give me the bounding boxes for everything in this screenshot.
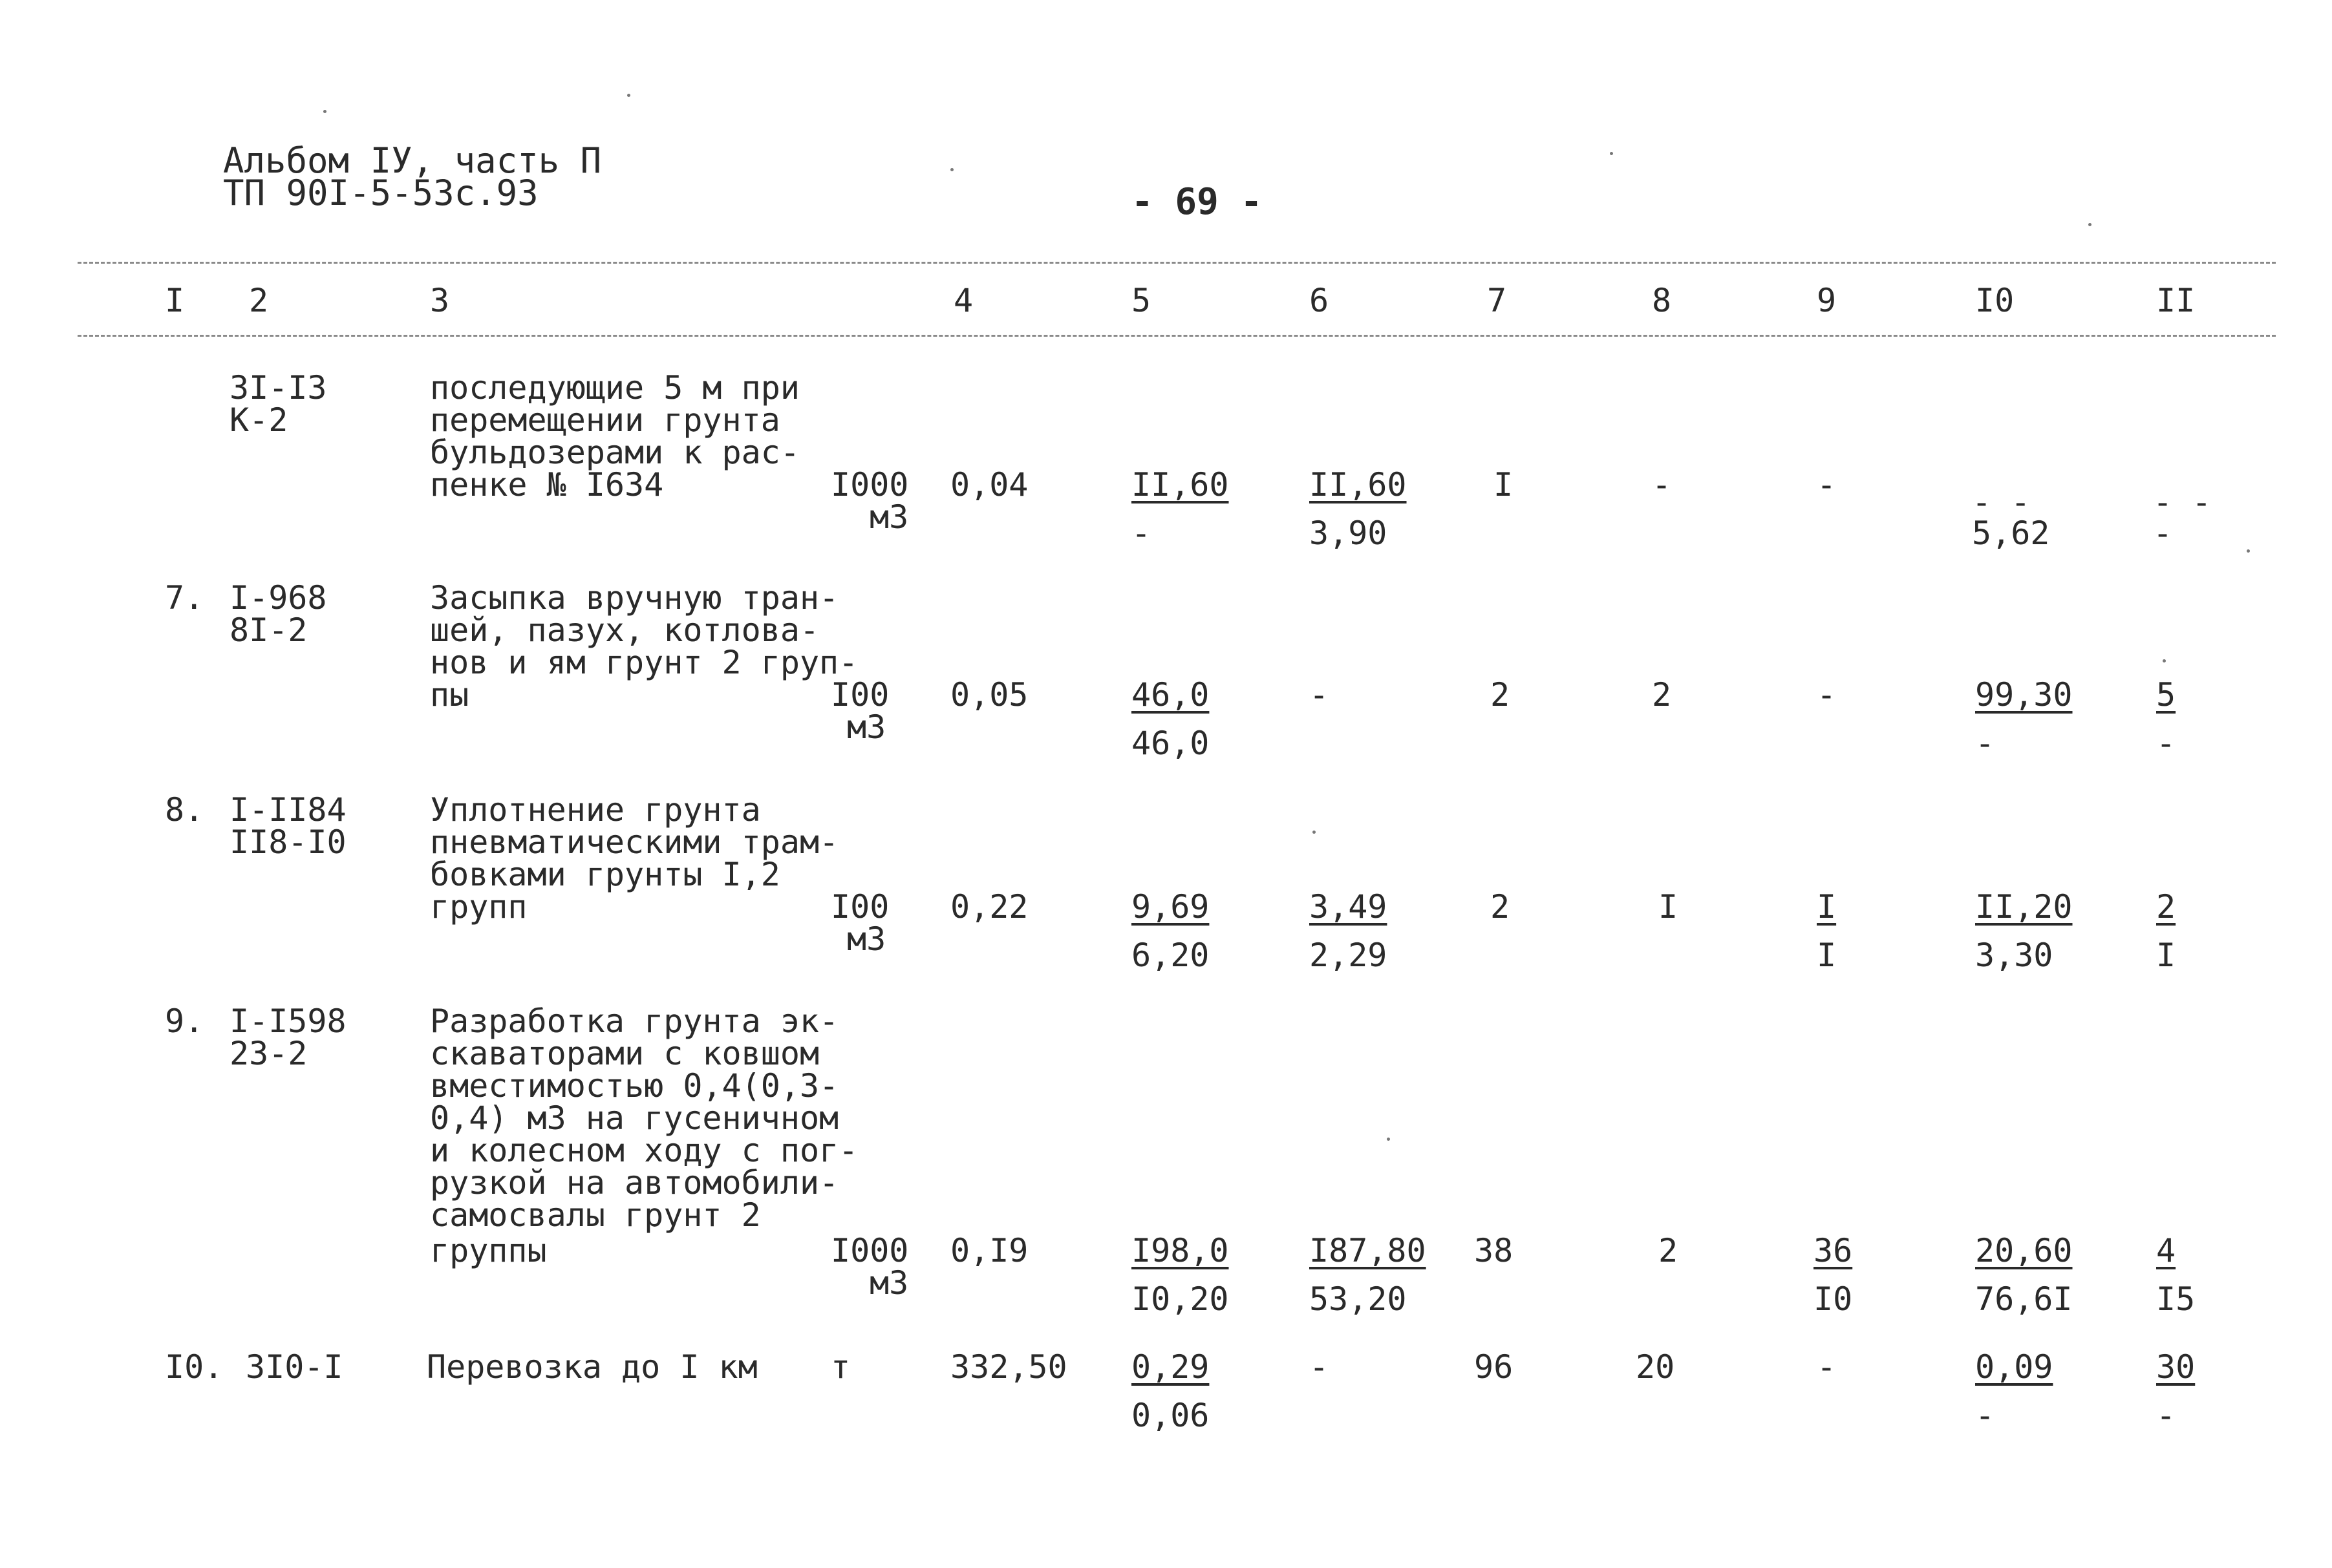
norm-code: 3I0-I <box>246 1348 343 1386</box>
scan-speck <box>1312 831 1316 834</box>
col11-top: 30 <box>2156 1348 2196 1386</box>
column-header: 5 <box>1131 282 1151 319</box>
col11-top: 2 <box>2156 888 2176 926</box>
col10-bottom: - <box>1975 725 1995 762</box>
col8-value: 2 <box>1652 676 1672 714</box>
norm-code: 8I-2 <box>230 611 308 649</box>
col10-bottom: 5,62 <box>1972 514 2050 552</box>
unit: I00 <box>831 888 890 926</box>
work-description: Разработка грунта эк- <box>430 1002 839 1040</box>
cost-col5-bottom: I0,20 <box>1131 1280 1229 1318</box>
col11-bottom: I5 <box>2156 1280 2196 1318</box>
unit: м3 <box>847 920 886 958</box>
row-number: 8. <box>165 791 204 829</box>
cost-col5-bottom: 46,0 <box>1131 725 1210 762</box>
column-header: I <box>165 282 185 319</box>
col11-bottom: I <box>2156 937 2176 974</box>
column-header: 7 <box>1487 282 1507 319</box>
quantity: 0,I9 <box>950 1232 1029 1269</box>
cost-col6-top: I87,80 <box>1309 1232 1426 1269</box>
unit: I000 <box>831 466 909 503</box>
cost-col6-bottom: 53,20 <box>1309 1280 1407 1318</box>
quantity: 332,50 <box>950 1348 1067 1386</box>
col10-top: 0,09 <box>1975 1348 2053 1386</box>
cost-col6-bottom: 3,90 <box>1309 514 1387 552</box>
unit: м3 <box>847 708 886 746</box>
scan-speck <box>2088 223 2091 226</box>
column-header: II <box>2156 282 2196 319</box>
work-description: Перевозка до I км <box>427 1348 758 1386</box>
cost-col5-bottom: - <box>1131 514 1151 552</box>
work-description: бовками грунты I,2 <box>430 856 780 893</box>
cost-col6-top: II,60 <box>1309 466 1407 503</box>
work-description: самосвалы грунт 2 <box>430 1196 761 1234</box>
work-description: и колесном ходу с пог- <box>430 1132 859 1169</box>
work-description: перемещении грунта <box>430 401 780 439</box>
col9-top: I <box>1817 888 1837 926</box>
col9-top: - <box>1817 1348 1837 1386</box>
norm-code: I-II84 <box>230 791 347 829</box>
cost-col5-top: 0,29 <box>1131 1348 1210 1386</box>
norm-code: К-2 <box>230 401 288 439</box>
cost-col5-top: II,60 <box>1131 466 1229 503</box>
col9-top: - <box>1817 676 1837 714</box>
work-description: бульдозерами к рас- <box>430 434 800 471</box>
work-description: пенке № I634 <box>430 466 664 503</box>
table-top-rule <box>78 262 2276 264</box>
work-description: последующие 5 м при <box>430 369 800 407</box>
work-description: рузкой на автомобили- <box>430 1164 839 1202</box>
column-header: 3 <box>430 282 450 319</box>
col10-bottom: - <box>1975 1397 1995 1434</box>
col11-bottom: - <box>2153 514 2173 552</box>
work-description: пневматическими трам- <box>430 823 839 861</box>
cost-col6-top: - <box>1309 676 1329 714</box>
cost-col6-top: - <box>1309 1348 1329 1386</box>
row-number: 9. <box>165 1002 204 1040</box>
scan-speck <box>2163 659 2166 662</box>
unit: I00 <box>831 676 890 714</box>
col9-bottom: I0 <box>1813 1280 1853 1318</box>
col7-value: I <box>1493 466 1514 503</box>
cost-col6-top: 3,49 <box>1309 888 1387 926</box>
page-number: - 69 - <box>1131 181 1263 223</box>
col7-value: 2 <box>1490 888 1510 926</box>
col10-top: - - <box>1972 483 2031 521</box>
col9-top: - <box>1817 466 1837 503</box>
column-header: 2 <box>249 282 269 319</box>
work-description: Засыпка вручную тран- <box>430 579 839 617</box>
table-header-rule <box>78 335 2276 337</box>
album-title: Альбом IУ, часть П <box>223 140 602 181</box>
project-code: ТП 90I-5-53с.93 <box>223 173 539 213</box>
col11-top: 4 <box>2156 1232 2176 1269</box>
work-description: вместимостью 0,4(0,3- <box>430 1067 839 1105</box>
unit: т <box>831 1348 851 1386</box>
work-description: группы <box>430 1232 547 1269</box>
col8-value: 2 <box>1658 1232 1678 1269</box>
scan-speck <box>950 168 954 171</box>
column-header: I0 <box>1975 282 2015 319</box>
unit: м3 <box>870 1264 909 1302</box>
scan-speck <box>323 110 326 113</box>
norm-code: I-I598 <box>230 1002 347 1040</box>
work-description: скаваторами с ковшом <box>430 1035 820 1072</box>
column-header: 6 <box>1309 282 1329 319</box>
quantity: 0,05 <box>950 676 1029 714</box>
col8-value: I <box>1658 888 1678 926</box>
col10-top: 99,30 <box>1975 676 2073 714</box>
work-description: 0,4) м3 на гусеничном <box>430 1099 839 1137</box>
scan-speck <box>1387 1138 1390 1141</box>
col11-bottom: - <box>2156 725 2176 762</box>
cost-col6-bottom: 2,29 <box>1309 937 1387 974</box>
col10-bottom: 3,30 <box>1975 937 2053 974</box>
row-number: I0. <box>165 1348 224 1386</box>
col9-top: 36 <box>1813 1232 1853 1269</box>
work-description: групп <box>430 888 528 926</box>
scan-speck <box>2247 549 2250 553</box>
norm-code: 23-2 <box>230 1035 308 1072</box>
quantity: 0,04 <box>950 466 1029 503</box>
column-header: 4 <box>954 282 974 319</box>
col11-top: 5 <box>2156 676 2176 714</box>
col7-value: 96 <box>1474 1348 1514 1386</box>
scan-speck <box>627 94 630 97</box>
cost-col5-top: 46,0 <box>1131 676 1210 714</box>
norm-code: II8-I0 <box>230 823 347 861</box>
unit: I000 <box>831 1232 909 1269</box>
cost-col5-bottom: 6,20 <box>1131 937 1210 974</box>
col10-top: II,20 <box>1975 888 2073 926</box>
cost-col5-top: 9,69 <box>1131 888 1210 926</box>
col11-top: - - <box>2153 483 2212 521</box>
quantity: 0,22 <box>950 888 1029 926</box>
column-header: 9 <box>1817 282 1837 319</box>
col9-bottom: I <box>1817 937 1837 974</box>
col7-value: 2 <box>1490 676 1510 714</box>
col10-bottom: 76,6I <box>1975 1280 2073 1318</box>
norm-code: 3I-I3 <box>230 369 327 407</box>
scan-speck <box>1610 152 1613 155</box>
unit: м3 <box>870 498 909 536</box>
col11-bottom: - <box>2156 1397 2176 1434</box>
col7-value: 38 <box>1474 1232 1514 1269</box>
cost-col5-bottom: 0,06 <box>1131 1397 1210 1434</box>
work-description: нов и ям грунт 2 груп- <box>430 644 859 681</box>
column-header: 8 <box>1652 282 1672 319</box>
row-number: 7. <box>165 579 204 617</box>
col10-top: 20,60 <box>1975 1232 2073 1269</box>
cost-col5-top: I98,0 <box>1131 1232 1229 1269</box>
norm-code: I-968 <box>230 579 327 617</box>
col8-value: - <box>1652 466 1672 503</box>
work-description: пы <box>430 676 469 714</box>
col8-value: 20 <box>1636 1348 1675 1386</box>
work-description: Уплотнение грунта <box>430 791 761 829</box>
work-description: шей, пазух, котлова- <box>430 611 820 649</box>
